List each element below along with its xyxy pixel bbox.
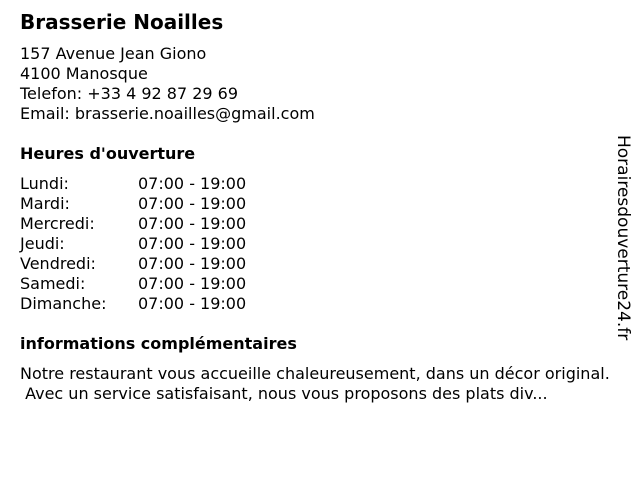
time-range: 07:00 - 19:00 bbox=[138, 294, 247, 313]
opening-hours-title: Heures d'ouverture bbox=[20, 144, 196, 163]
time-range: 07:00 - 19:00 bbox=[138, 174, 247, 193]
hours-row-saturday bbox=[20, 274, 246, 294]
address-street: 157 Avenue Jean Giono bbox=[20, 44, 207, 63]
day-label: Mercredi: bbox=[20, 214, 95, 233]
email-address: Email: brasserie.noailles@gmail.com bbox=[20, 104, 315, 123]
restaurant-description: Notre restaurant vous accueille chaleureusement, dans un décor original. Avec un service satisfaisant, nous vous proposons des plats div... bbox=[20, 364, 610, 403]
address-city: 4100 Manosque bbox=[20, 64, 148, 83]
day-label: Mardi: bbox=[20, 194, 70, 213]
contact-block bbox=[20, 44, 315, 124]
hours-row-sunday bbox=[20, 294, 246, 314]
hours-row-wednesday bbox=[20, 214, 246, 234]
hours-row-monday bbox=[20, 174, 246, 194]
phone-number: Telefon: +33 4 92 87 29 69 bbox=[20, 84, 239, 103]
time-range: 07:00 - 19:00 bbox=[138, 274, 247, 293]
day-label: Dimanche: bbox=[20, 294, 107, 313]
hours-row-tuesday bbox=[20, 194, 246, 214]
time-range: 07:00 - 19:00 bbox=[138, 234, 247, 253]
day-label: Jeudi: bbox=[20, 234, 65, 253]
site-watermark: Horairesdouverture24.fr bbox=[613, 135, 633, 341]
day-label: Samedi: bbox=[20, 274, 86, 293]
hours-row-thursday bbox=[20, 234, 246, 254]
time-range: 07:00 - 19:00 bbox=[138, 194, 247, 213]
opening-hours-list bbox=[20, 174, 246, 314]
day-label: Lundi: bbox=[20, 174, 69, 193]
additional-info-title: informations complémentaires bbox=[20, 334, 297, 353]
hours-row-friday bbox=[20, 254, 246, 274]
business-name: Brasserie Noailles bbox=[20, 10, 224, 34]
day-label: Vendredi: bbox=[20, 254, 96, 273]
time-range: 07:00 - 19:00 bbox=[138, 214, 247, 233]
time-range: 07:00 - 19:00 bbox=[138, 254, 247, 273]
